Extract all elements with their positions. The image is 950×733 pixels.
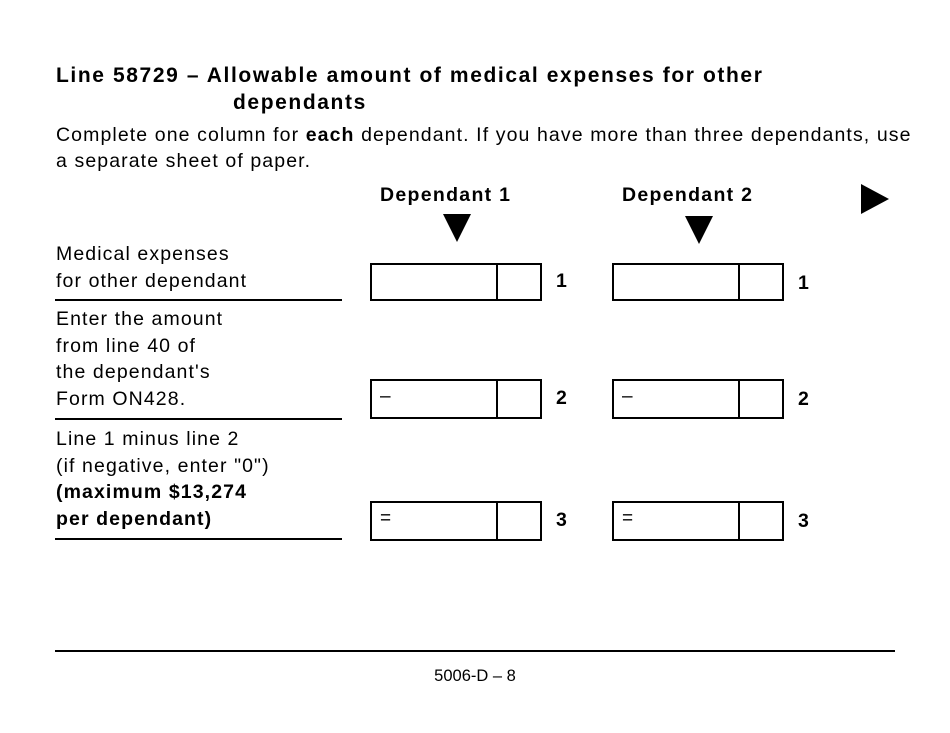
row-divider <box>55 299 342 301</box>
section-title-line-2: dependants <box>233 91 367 114</box>
row-2-label-line: from line 40 of <box>56 334 197 357</box>
line-number: 3 <box>798 510 809 532</box>
row-3-label <box>56 426 346 532</box>
dependant-2-line-1-field[interactable] <box>612 263 784 301</box>
row-2-label-line: Form ON428. <box>56 387 187 410</box>
page-number: 5006-D – 8 <box>434 667 516 685</box>
cents-cell[interactable] <box>740 265 782 299</box>
row-2-label <box>56 306 346 412</box>
cents-cell[interactable] <box>498 265 540 299</box>
cents-cell[interactable] <box>740 381 782 417</box>
row-3-label-bold-line: (maximum $13,274 <box>56 481 248 503</box>
dependant-1-line-1-field[interactable] <box>370 263 542 301</box>
cents-cell[interactable] <box>498 381 540 417</box>
cents-cell[interactable] <box>740 503 782 539</box>
dollars-cell[interactable] <box>614 265 740 299</box>
instructions-emphasis: each <box>305 124 355 146</box>
dependant-1-line-2-field[interactable] <box>370 379 542 419</box>
dependant-2-line-2-field[interactable] <box>612 379 784 419</box>
dollars-cell[interactable] <box>614 381 740 417</box>
row-2-label-line: Enter the amount <box>56 308 224 330</box>
row-divider <box>55 418 342 420</box>
line-number: 2 <box>556 387 567 409</box>
row-2-label-line: the dependant's <box>56 361 211 383</box>
section-title <box>56 62 916 116</box>
continue-arrow-icon <box>861 184 889 214</box>
instructions-text <box>56 122 916 174</box>
arrow-down-icon <box>443 214 471 242</box>
row-1-label-line: Medical expenses <box>56 243 230 265</box>
row-3-label-bold-line: per dependant) <box>56 507 213 530</box>
dollars-cell[interactable] <box>372 503 498 539</box>
line-number: 3 <box>556 509 567 531</box>
line-number: 1 <box>798 272 809 294</box>
arrow-down-icon <box>685 216 713 244</box>
footer-divider <box>55 650 895 652</box>
section-title-line-1: Line 58729 – Allowable amount of medical expenses for other <box>56 64 764 87</box>
dependant-2-line-3-field[interactable] <box>612 501 784 541</box>
operator-sign: = <box>622 508 634 529</box>
cents-cell[interactable] <box>498 503 540 539</box>
row-3-label-line: (if negative, enter "0") <box>56 454 270 477</box>
operator-sign: – <box>622 386 633 407</box>
line-number: 2 <box>798 388 809 410</box>
operator-sign: = <box>380 508 392 529</box>
dollars-cell[interactable] <box>372 265 498 299</box>
row-3-label-line: Line 1 minus line 2 <box>56 428 240 450</box>
column-heading-dependant-2: Dependant 2 <box>622 184 754 206</box>
line-number: 1 <box>556 270 567 292</box>
operator-sign: – <box>380 386 391 407</box>
dollars-cell[interactable] <box>372 381 498 417</box>
instructions-after: dependant. If you have more than three dependants, use a separate sheet of paper. <box>56 124 912 172</box>
dollars-cell[interactable] <box>614 503 740 539</box>
row-1-label-line: for other dependant <box>56 269 248 292</box>
instructions-before: Complete one column for <box>56 124 306 146</box>
row-1-label <box>56 241 346 294</box>
column-heading-dependant-1: Dependant 1 <box>380 184 512 206</box>
row-divider <box>55 538 342 540</box>
dependant-1-line-3-field[interactable] <box>370 501 542 541</box>
